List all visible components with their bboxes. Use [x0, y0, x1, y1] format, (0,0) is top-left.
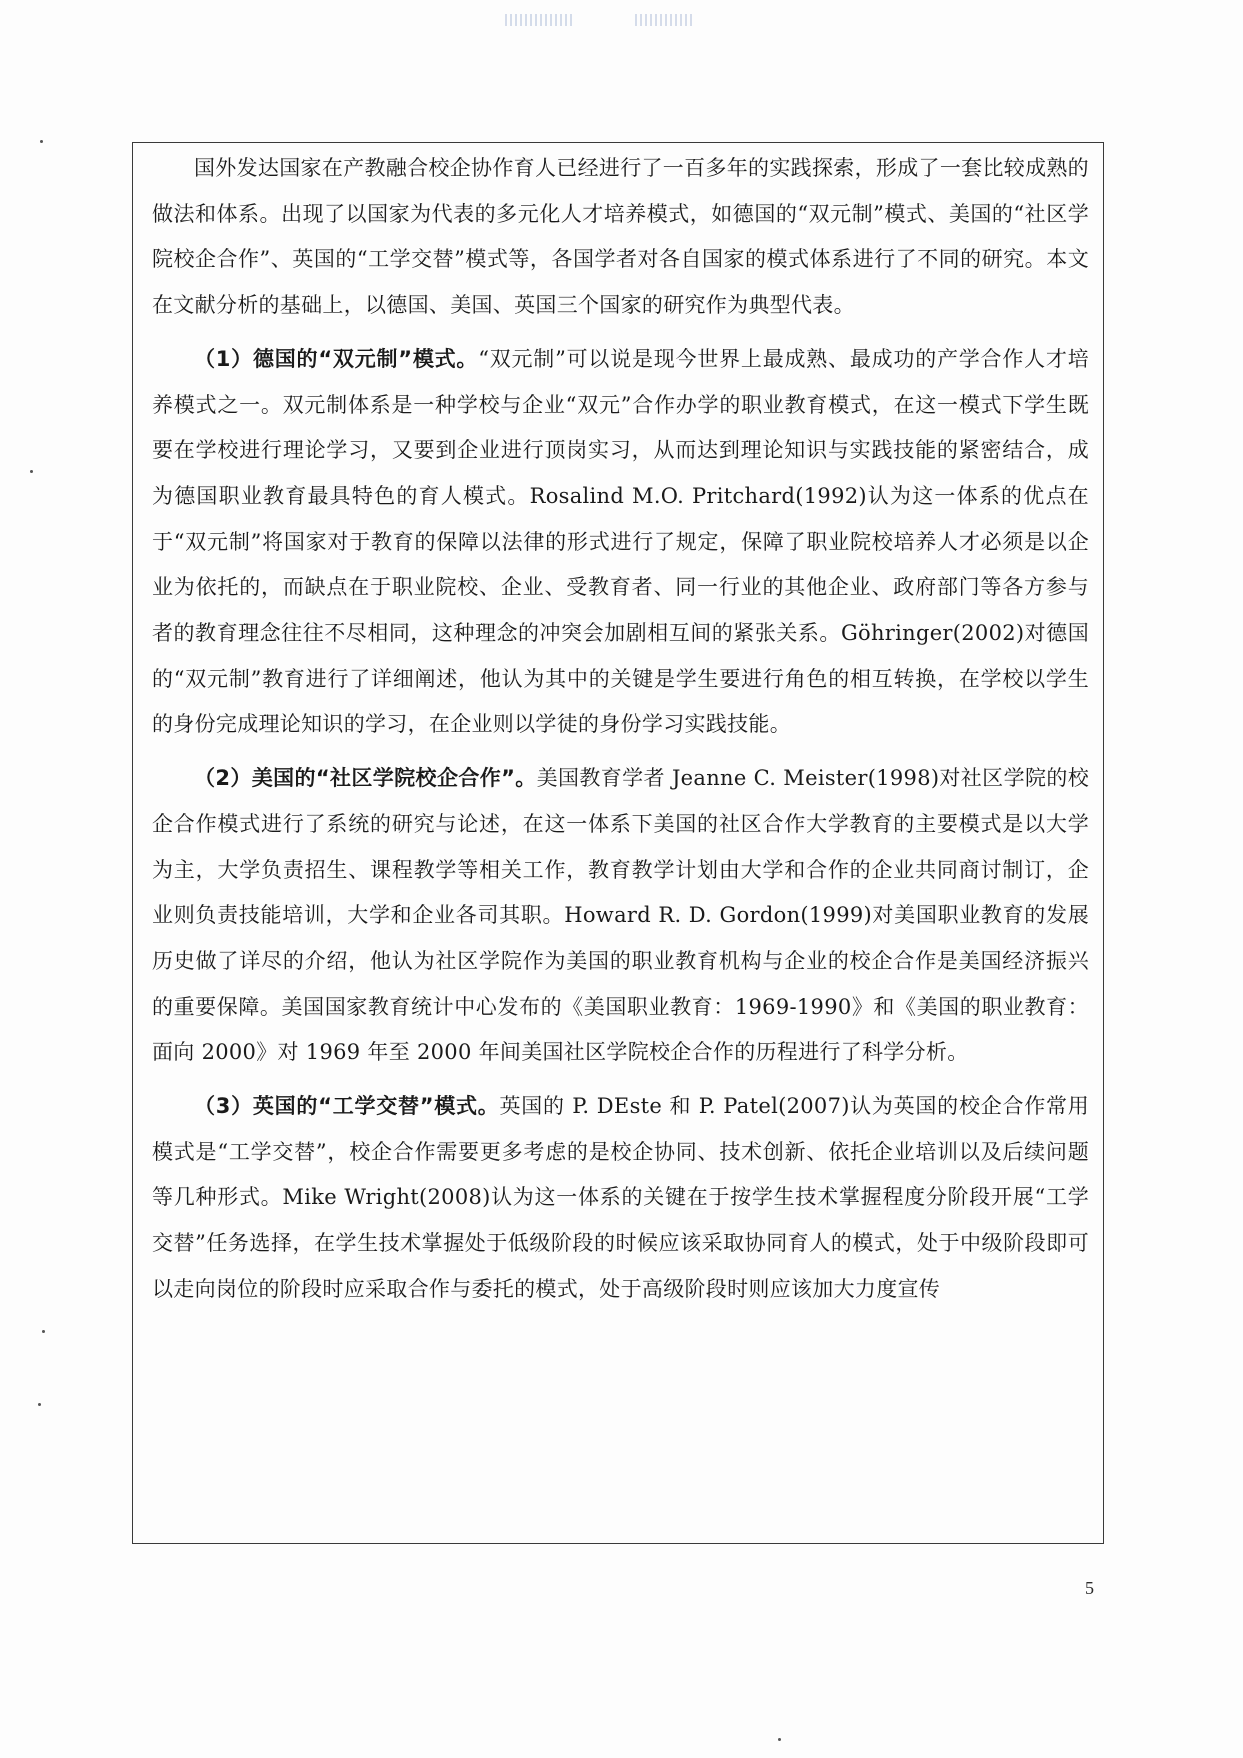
paragraph-usa: [152, 756, 1089, 1076]
paragraph-text: “双元制”可以说是现今世界上最成熟、最成功的产学合作人才培养模式之一。双元制体系是一种学校与企业“双元”合作办学的职业教育模式，在这一模式下学生既要在学校进行理论学习，又要到企业进行顶岗实习，从而达到理论知识与实践技能的紧密结合，成为德国职业教育最具特色的育人模式。Rosalind M.O. Pritchard(1992)认为这一体系的优点在于“双元制”将国家对于教育的保障以法律的形式进行了规定，保障了职业院校培养人才必须是以企业为依托的，而缺点在于职业院校、企业、受教育者、同一行业的其他企业、政府部门等各方参与者的教育理念往往不尽相同，这种理念的冲突会加剧相互间的紧张关系。Göhringer(2002)对德国的“双元制”教育进行了详细阐述，他认为其中的关键是学生要进行角色的相互转换，在学校以学生的身份完成理论知识的学习，在企业则以学徒的身份学习实践技能。: [152, 346, 1089, 737]
page-number: 5: [1085, 1578, 1094, 1598]
paragraph-text: 英国的 P. DEste 和 P. Patel(2007)认为英国的校企合作常用模式是“工学交替”，校企合作需要更多考虑的是校企协同、技术创新、依托企业培训以及后续问题等几种形式。Mike Wright(2008)认为这一体系的关键在于按学生技术掌握程度分阶段开展“工学交替”任务选择，在学生技术掌握处于低级阶段的时候应该采取协同育人的模式，处于中级阶段即可以走向岗位的阶段时应采取合作与委托的模式，处于高级阶段时则应该加大力度宣传: [152, 1094, 1090, 1301]
paragraph-germany: [152, 337, 1089, 748]
paragraph-lead: （3）英国的“工学交替”模式。: [194, 1094, 500, 1119]
faded-stamp-mark: [505, 10, 745, 32]
scan-speck: [778, 1738, 781, 1741]
paragraph-text: 美国教育学者 Jeanne C. Meister(1998)对社区学院的校企合作模式进行了系统的研究与论述，在这一体系下美国的社区合作大学教育的主要模式是以大学为主，大学负责招生、课程教学等相关工作，教育教学计划由大学和合作的企业共同商讨制订，企业则负责技能培训，大学和企业各司其职。Howard R. D. Gordon(1999)对美国职业教育的发展历史做了详尽的介绍，他认为社区学院作为美国的职业教育机构与企业的校企合作是美国经济振兴的重要保障。美国国家教育统计中心发布的《美国职业教育：1969-1990》和《美国的职业教育：面向 2000》对 1969 年至 2000 年间美国社区学院校企合作的历程进行了科学分析。: [152, 766, 1089, 1065]
paragraph-lead: （2）美国的“社区学院校企合作”。: [194, 766, 537, 791]
paragraph-uk: [152, 1084, 1089, 1313]
paragraph-intro: [152, 146, 1089, 329]
scan-speck: [42, 1330, 45, 1333]
scan-speck: [38, 1403, 41, 1406]
paragraph-lead: （1）德国的“双元制”模式。: [194, 346, 479, 371]
document-body: [152, 146, 1089, 1313]
paragraph-text: 国外发达国家在产教融合校企协作育人已经进行了一百多年的实践探索，形成了一套比较成熟的做法和体系。出现了以国家为代表的多元化人才培养模式，如德国的“双元制”模式、美国的“社区学院校企合作”、英国的“工学交替”模式等，各国学者对各自国家的模式体系进行了不同的研究。本文在文献分析的基础上，以德国、美国、英国三个国家的研究作为典型代表。: [152, 156, 1089, 318]
scan-speck: [40, 140, 43, 143]
scan-speck: [30, 470, 33, 473]
